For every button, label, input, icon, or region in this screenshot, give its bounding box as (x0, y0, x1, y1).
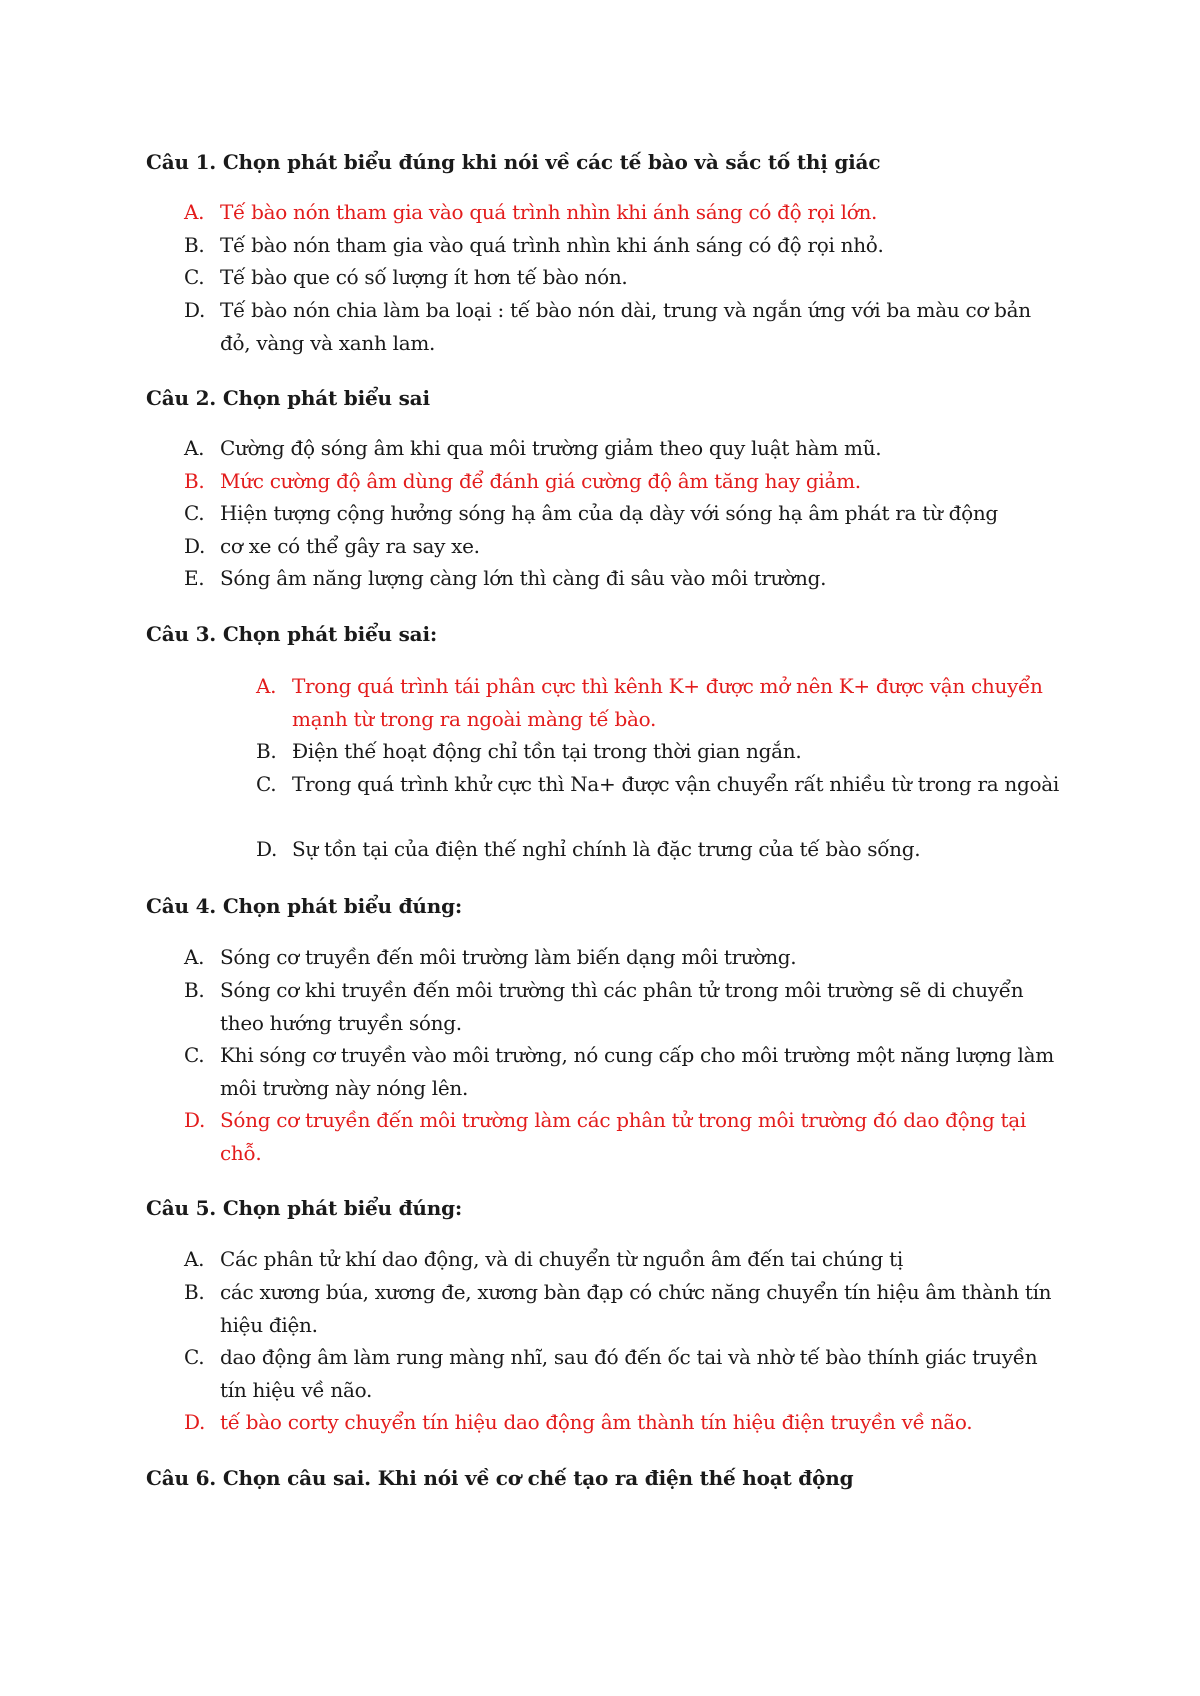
option-letter: D. (184, 1410, 206, 1434)
option-letter: A. (184, 436, 205, 460)
question-1-option-b (184, 229, 1064, 262)
option-text: Khi sóng cơ truyền vào môi trường, nó cung cấp cho môi trường một năng lượng làm môi trường này nóng lên. (220, 1043, 1054, 1100)
option-text: Sóng cơ khi truyền đến môi trường thì các phân tử trong môi trường sẽ di chuyển theo hướng truyền sóng. (220, 978, 1024, 1035)
question-2-option-d (184, 530, 1064, 563)
option-text: Tế bào que có số lượng ít hơn tế bào nón. (220, 265, 628, 289)
option-letter: D. (184, 534, 206, 558)
question-4-option-d (184, 1104, 1064, 1169)
option-letter: B. (184, 233, 205, 257)
option-text: tế bào corty chuyển tín hiệu dao động âm thành tín hiệu điện truyền về não. (220, 1410, 973, 1434)
option-letter: A. (256, 674, 277, 698)
question-5-option-a (184, 1243, 1064, 1276)
option-letter: B. (256, 739, 277, 763)
question-4-option-b (184, 974, 1064, 1039)
option-letter: A. (184, 1247, 205, 1271)
option-text: Tế bào nón tham gia vào quá trình nhìn khi ánh sáng có độ rọi nhỏ. (220, 233, 884, 257)
question-5-option-d (184, 1406, 1064, 1439)
question-1-title: Câu 1. Chọn phát biểu đúng khi nói về các tế bào và sắc tố thị giác (146, 150, 881, 174)
question-2-option-b (184, 465, 1064, 498)
option-letter: C. (184, 1345, 205, 1369)
option-text: Trong quá trình tái phân cực thì kênh K+ được mở nên K+ được vận chuyển mạnh từ trong ra ngoài màng tế bào. (292, 674, 1043, 731)
option-text: Sóng cơ truyền đến môi trường làm biến dạng môi trường. (220, 945, 797, 969)
option-letter: B. (184, 469, 205, 493)
option-letter: E. (184, 566, 205, 590)
option-text: Trong quá trình khử cực thì Na+ được vận chuyển rất nhiều từ trong ra ngoài (292, 772, 1059, 796)
option-text: Điện thế hoạt động chỉ tồn tại trong thời gian ngắn. (292, 739, 802, 763)
option-text: Sóng cơ truyền đến môi trường làm các phân tử trong môi trường đó dao động tại chỗ. (220, 1108, 1026, 1165)
option-letter: D. (184, 298, 206, 322)
question-4-option-a (184, 941, 1064, 974)
option-letter: A. (184, 945, 205, 969)
option-text: Tế bào nón chia làm ba loại : tế bào nón dài, trung và ngắn ứng với ba màu cơ bản đỏ, vàng và xanh lam. (220, 298, 1031, 355)
question-3-option-c (256, 768, 1064, 801)
question-3-option-b (256, 735, 1064, 768)
question-3-option-d (256, 833, 1064, 866)
option-letter: B. (184, 978, 205, 1002)
option-letter: D. (184, 1108, 206, 1132)
question-3-title: Câu 3. Chọn phát biểu sai: (146, 622, 438, 646)
option-text: Mức cường độ âm dùng để đánh giá cường độ âm tăng hay giảm. (220, 469, 861, 493)
option-letter: C. (256, 772, 277, 796)
question-4-title: Câu 4. Chọn phát biểu đúng: (146, 894, 463, 918)
question-2-title: Câu 2. Chọn phát biểu sai (146, 386, 430, 410)
option-text: Sóng âm năng lượng càng lớn thì càng đi sâu vào môi trường. (220, 566, 827, 590)
question-1-option-c (184, 261, 1064, 294)
option-text: cơ xe có thể gây ra say xe. (220, 534, 480, 558)
option-text: Các phân tử khí dao động, và di chuyển từ nguồn âm đến tai chúng tị (220, 1247, 903, 1271)
option-text: Hiện tượng cộng hưởng sóng hạ âm của dạ dày với sóng hạ âm phát ra từ động (220, 501, 998, 525)
question-5-option-c (184, 1341, 1064, 1406)
question-4-option-c (184, 1039, 1064, 1104)
question-5-option-b (184, 1276, 1064, 1341)
question-2-option-c (184, 497, 1084, 530)
option-letter: D. (256, 837, 278, 861)
option-letter: C. (184, 501, 205, 525)
option-letter: C. (184, 265, 205, 289)
question-6-title: Câu 6. Chọn câu sai. Khi nói về cơ chế tạo ra điện thế hoạt động (146, 1466, 854, 1490)
question-3-option-a (256, 670, 1064, 735)
option-text: Sự tồn tại của điện thế nghỉ chính là đặc trưng của tế bào sống. (292, 837, 921, 861)
option-text: Tế bào nón tham gia vào quá trình nhìn khi ánh sáng có độ rọi lớn. (220, 200, 878, 224)
question-1-option-d (184, 294, 1064, 359)
question-2-option-e (184, 562, 1064, 595)
question-2-option-a (184, 432, 1064, 465)
question-5-title: Câu 5. Chọn phát biểu đúng: (146, 1196, 463, 1220)
option-letter: B. (184, 1280, 205, 1304)
option-letter: C. (184, 1043, 205, 1067)
option-text: dao động âm làm rung màng nhĩ, sau đó đến ốc tai và nhờ tế bào thính giác truyền tín hiệu về não. (220, 1345, 1038, 1402)
question-1-option-a (184, 196, 1064, 229)
option-text: Cường độ sóng âm khi qua môi trường giảm theo quy luật hàm mũ. (220, 436, 882, 460)
option-letter: A. (184, 200, 205, 224)
option-text: các xương búa, xương đe, xương bàn đạp có chức năng chuyển tín hiệu âm thành tín hiệu điện. (220, 1280, 1052, 1337)
